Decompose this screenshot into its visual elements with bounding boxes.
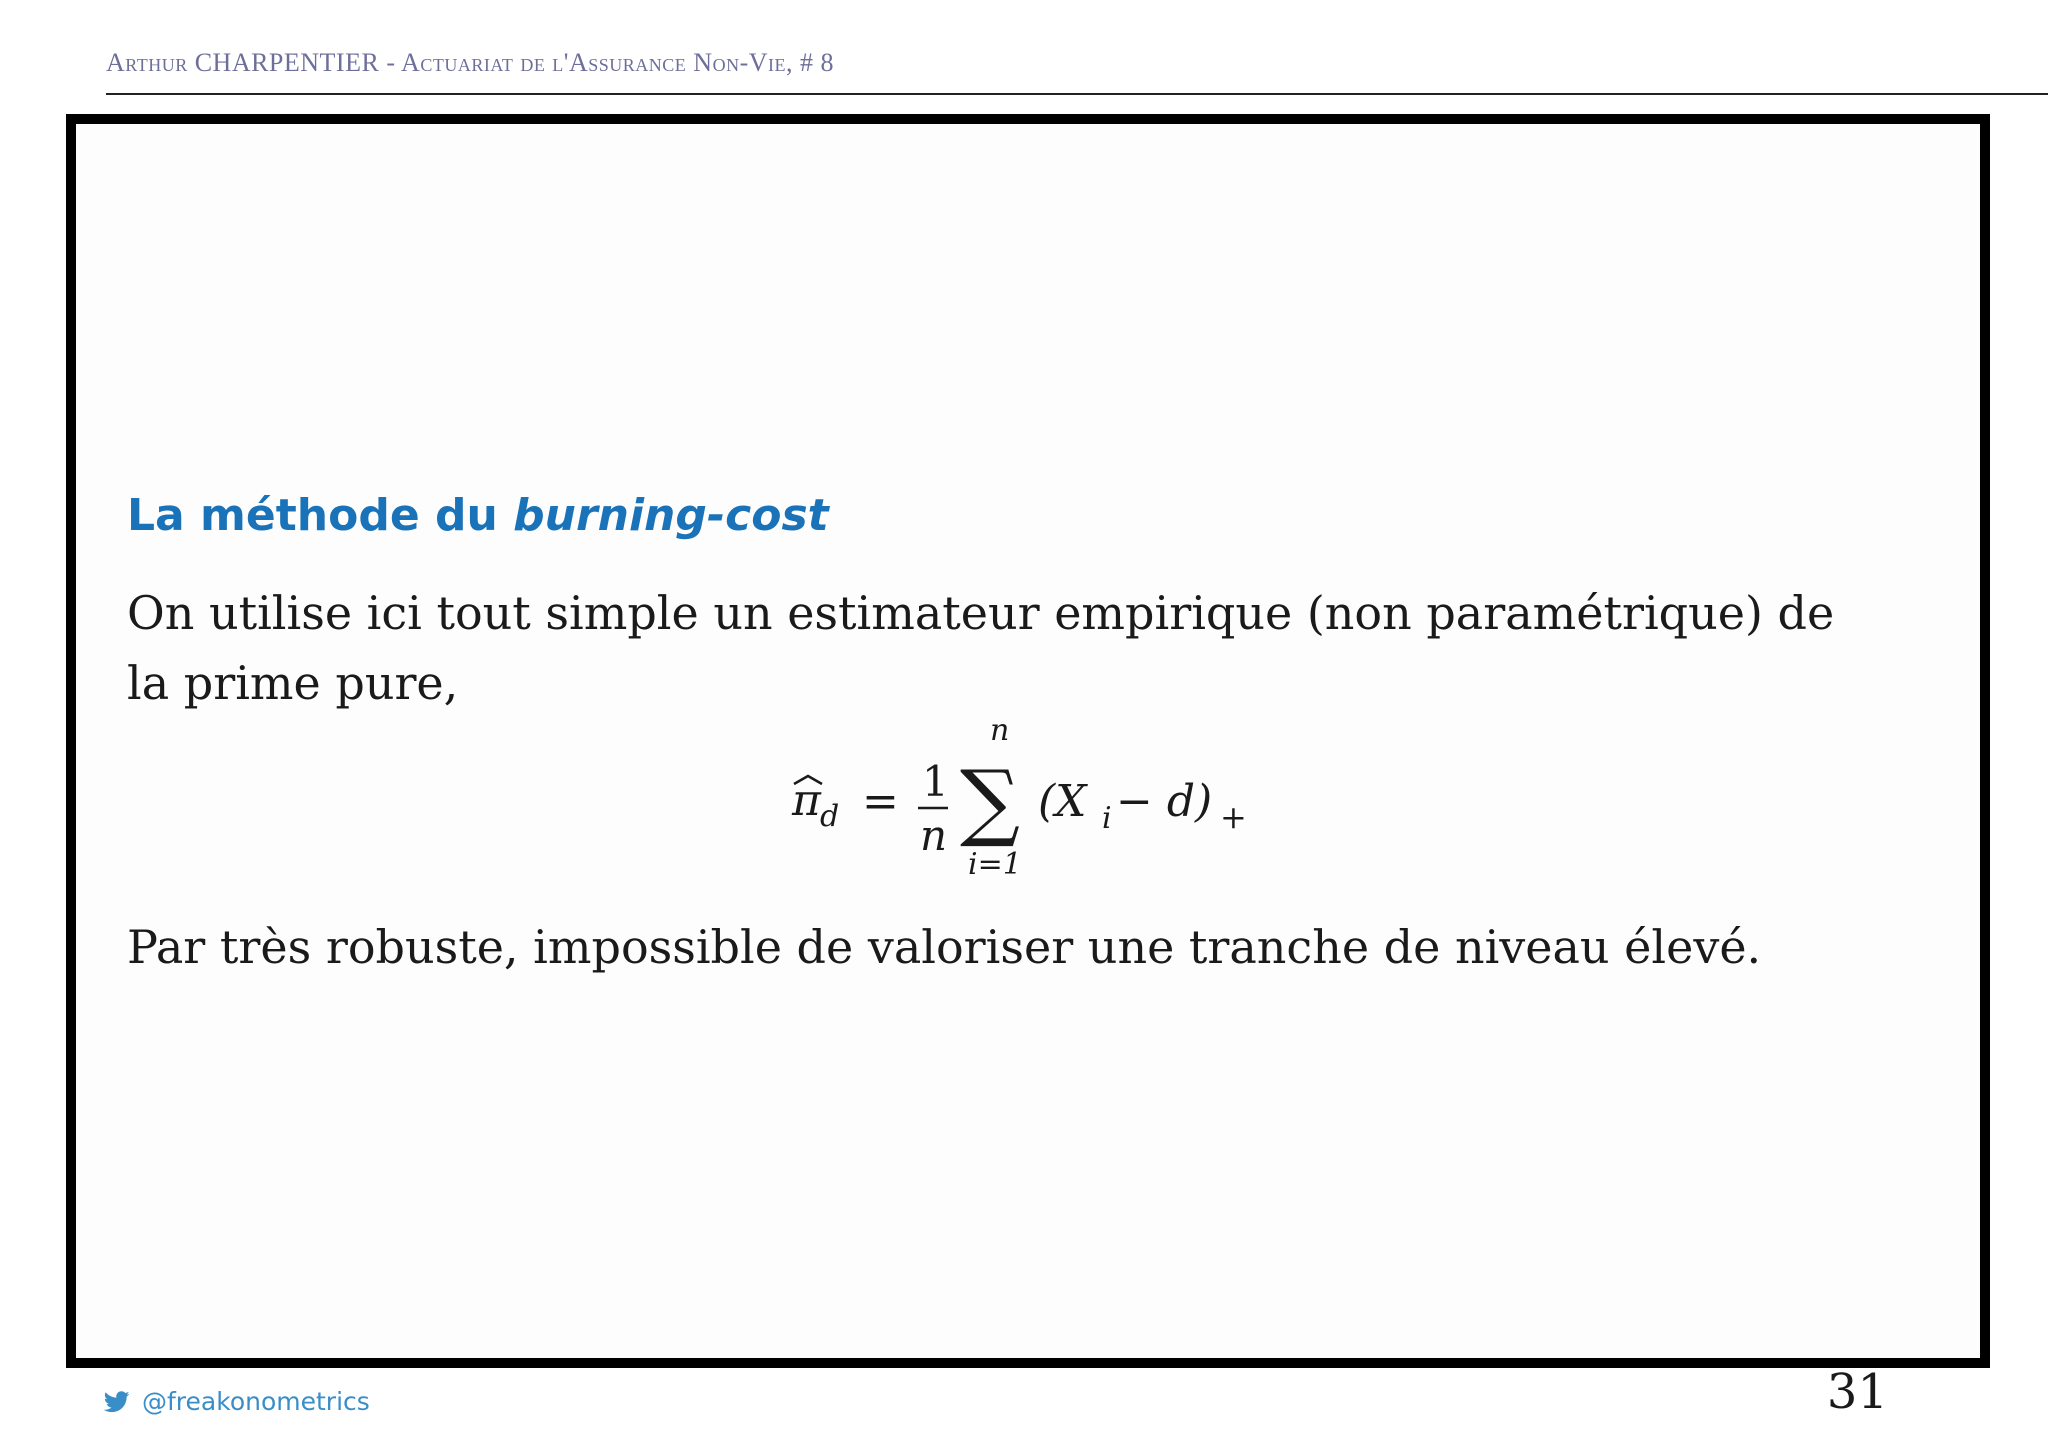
slide-title: [127, 490, 829, 541]
formula-pi-subscript: d: [820, 799, 840, 834]
twitter-link[interactable]: [104, 1387, 370, 1416]
formula-term-rest: − d): [1116, 776, 1213, 827]
slide-title-emphasis: burning-cost: [513, 490, 829, 541]
twitter-handle: @freakonometrics: [142, 1387, 370, 1416]
slide-title-plain: La méthode du: [127, 490, 514, 541]
header-rule: [106, 93, 2048, 95]
formula-term: (X: [1038, 776, 1087, 827]
sum-lower-limit: i=1: [968, 847, 1022, 882]
formula-term-subscript: i: [1102, 801, 1112, 836]
paragraph-conclusion: Par très robuste, impossible de valoriser une tranche de niveau élevé.: [127, 920, 1762, 974]
formula-term-plus: +: [1220, 798, 1247, 836]
running-header: Arthur CHARPENTIER - Actuariat de l'Assurance Non-Vie, # 8: [106, 48, 834, 77]
formula-pi: π: [792, 775, 821, 826]
sum-symbol: ∑: [960, 752, 1020, 850]
page-number: 31: [1826, 1364, 1888, 1420]
burning-cost-formula: [780, 712, 1340, 882]
sum-upper-limit: n: [990, 713, 1010, 748]
fraction-denominator: n: [920, 811, 948, 860]
paragraph-intro: On utilise ici tout simple un estimateur empirique (non paramétrique) de la prime pure,: [127, 586, 1835, 710]
twitter-bird-icon: [104, 1391, 130, 1413]
fraction-numerator: 1: [922, 757, 949, 806]
formula-equals: =: [862, 776, 899, 827]
